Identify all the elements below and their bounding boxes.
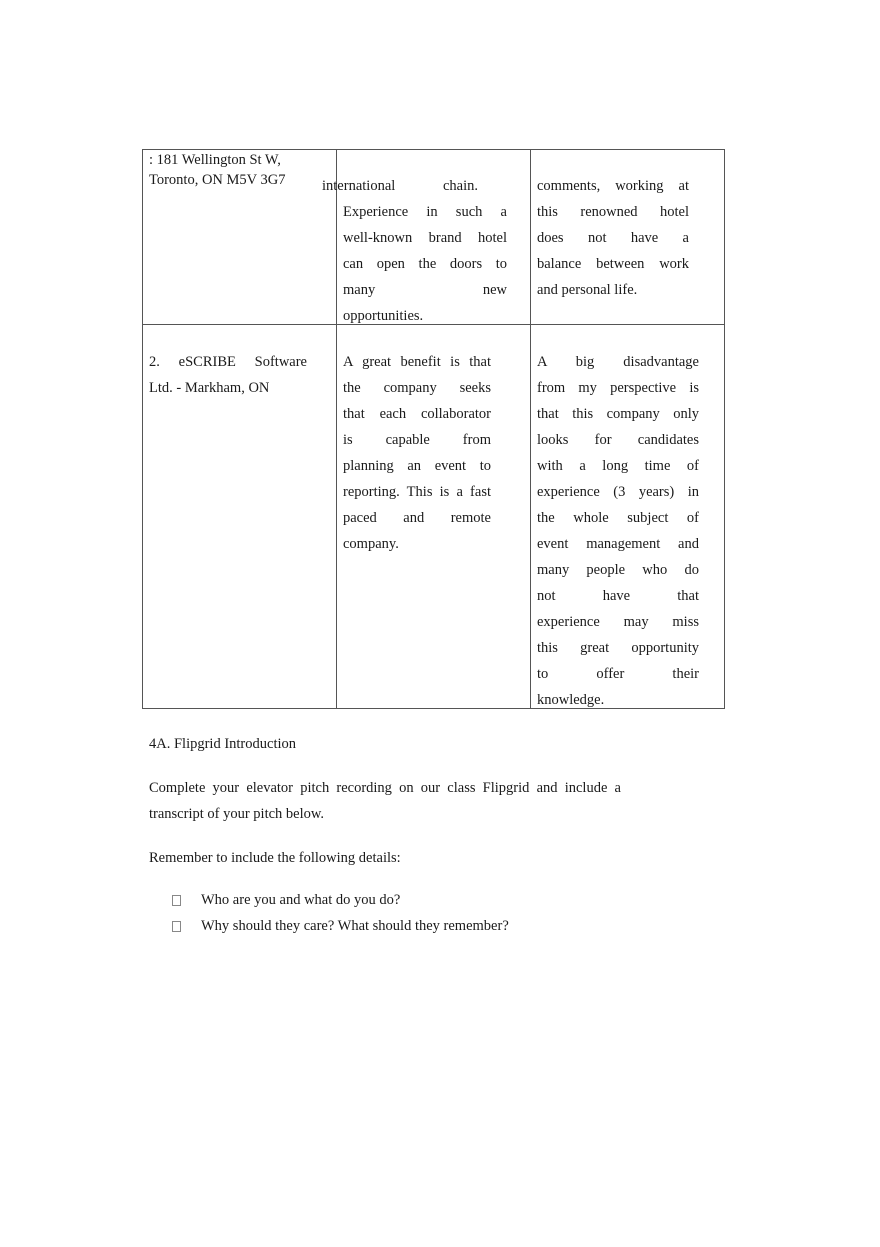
text-line: the company seeks: [343, 380, 491, 396]
address-text: : 181 Wellington St W, Toronto, ON M5V 3G7: [149, 152, 286, 188]
text-line: can open the doors to: [343, 256, 507, 272]
text-line: from my perspective is: [537, 380, 699, 396]
text-line: not have that: [537, 588, 699, 604]
benefit-text: [343, 349, 491, 557]
text-line: looks for candidates: [537, 432, 699, 448]
bullet-text: Who are you and what do you do?: [201, 892, 401, 908]
text-line: opportunities.: [343, 308, 424, 324]
company-comparison-table: [142, 149, 725, 709]
text-line: experience (3 years) in: [537, 484, 699, 500]
text-line: balance between work: [537, 256, 689, 272]
disadvantage-text: [537, 173, 689, 303]
text-line: Complete your elevator pitch recording on our class Flipgrid and include a: [149, 780, 621, 796]
text-line: 2. eSCRIBE Software: [149, 354, 307, 370]
text-line: comments, working at: [537, 178, 689, 194]
list-item: [172, 913, 509, 939]
table-cell-benefit: [322, 150, 531, 325]
text-line: paced and remote: [343, 510, 491, 526]
disadvantage-text: [537, 349, 699, 713]
text-line: event management and: [537, 536, 699, 552]
instruction-paragraph: [149, 775, 621, 827]
list-item: [172, 887, 509, 913]
table-row: [143, 150, 725, 325]
text-line: the whole subject of: [537, 510, 699, 526]
text-line: experience may miss: [537, 614, 699, 630]
text-line: with a long time of: [537, 458, 699, 474]
benefit-text: [322, 173, 507, 329]
text-line: this renowned hotel: [537, 204, 689, 220]
table-cell-address: [143, 150, 337, 325]
text-line: transcript of your pitch below.: [149, 806, 325, 822]
text-line: well-known brand hotel: [343, 230, 507, 246]
text-line: many people who do: [537, 562, 699, 578]
text-line: international chain.: [322, 178, 478, 194]
text-line: that this company only: [537, 406, 699, 422]
text-line: A big disadvantage: [537, 354, 699, 370]
text-line: Ltd. - Markham, ON: [149, 380, 270, 396]
table-row: [143, 325, 725, 709]
bullet-text: Why should they care? What should they remember?: [201, 918, 509, 934]
text-line: is capable from: [343, 432, 491, 448]
company-text: [149, 349, 307, 401]
text-line: Experience in such a: [343, 204, 507, 220]
text-line: company.: [343, 536, 399, 552]
text-line: does not have a: [537, 230, 689, 246]
table-cell-benefit: [337, 325, 531, 709]
text-line: knowledge.: [537, 692, 605, 708]
checkbox-glyph-icon: [172, 921, 181, 932]
table-cell-disadvantage: [531, 150, 725, 325]
text-line: and personal life.: [537, 282, 638, 298]
table-cell-company: [143, 325, 337, 709]
text-line: A great benefit is that: [343, 354, 491, 370]
checkbox-glyph-icon: [172, 895, 181, 906]
text-line: to offer their: [537, 666, 699, 682]
table-cell-disadvantage: [531, 325, 725, 709]
text-line: planning an event to: [343, 458, 491, 474]
text-line: reporting. This is a fast: [343, 484, 491, 500]
text-line: this great opportunity: [537, 640, 699, 656]
reminder-text: Remember to include the following details:: [149, 850, 401, 866]
details-bullet-list: [172, 887, 509, 939]
section-heading: 4A. Flipgrid Introduction: [149, 736, 297, 752]
text-line: that each collaborator: [343, 406, 491, 422]
text-line: many new: [343, 282, 507, 298]
